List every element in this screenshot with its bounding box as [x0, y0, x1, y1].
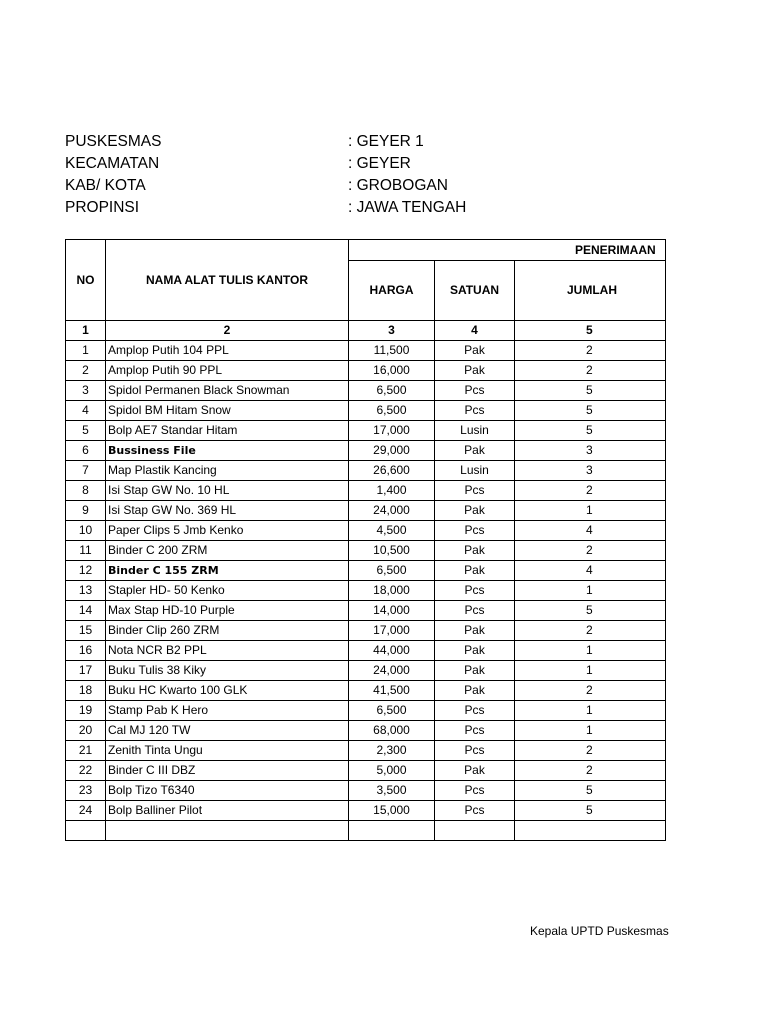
table-row	[66, 681, 666, 701]
row-harga: 17,000	[349, 621, 435, 641]
table-row	[66, 541, 666, 561]
column-number: 2	[106, 321, 349, 341]
table-row	[66, 741, 666, 761]
row-no: 14	[66, 601, 106, 621]
header-value-kab-kota: : GROBOGAN	[348, 177, 448, 194]
row-satuan: Pcs	[435, 721, 515, 741]
row-jumlah: 1	[515, 721, 666, 741]
table-row	[66, 521, 666, 541]
row-jumlah: 2	[515, 761, 666, 781]
row-harga: 14,000	[349, 601, 435, 621]
row-harga: 17,000	[349, 421, 435, 441]
row-satuan: Pcs	[435, 581, 515, 601]
row-item-name: Isi Stap GW No. 369 HL	[106, 501, 349, 521]
empty-cell	[515, 821, 666, 841]
table-row	[66, 481, 666, 501]
row-harga: 44,000	[349, 641, 435, 661]
row-no: 20	[66, 721, 106, 741]
row-no: 2	[66, 361, 106, 381]
column-number: 4	[435, 321, 515, 341]
row-satuan: Lusin	[435, 421, 515, 441]
row-item-name: Buku HC Kwarto 100 GLK	[106, 681, 349, 701]
row-no: 3	[66, 381, 106, 401]
empty-cell	[435, 821, 515, 841]
table-row	[66, 381, 666, 401]
row-no: 11	[66, 541, 106, 561]
row-harga: 3,500	[349, 781, 435, 801]
header-label-propinsi: PROPINSI	[65, 199, 140, 216]
row-harga: 10,500	[349, 541, 435, 561]
header-label-kab-kota: KAB/ KOTA	[65, 177, 146, 194]
row-item-name: Paper Clips 5 Jmb Kenko	[106, 521, 349, 541]
row-no: 13	[66, 581, 106, 601]
row-harga: 24,000	[349, 661, 435, 681]
table-row	[66, 661, 666, 681]
row-satuan: Pcs	[435, 381, 515, 401]
table-row	[66, 761, 666, 781]
row-item-name: Amplop Putih 90 PPL	[106, 361, 349, 381]
row-satuan: Pcs	[435, 401, 515, 421]
row-satuan: Pak	[435, 621, 515, 641]
col-header-no: NO	[66, 240, 106, 321]
table-row	[66, 361, 666, 381]
row-item-name: Binder Clip 260 ZRM	[106, 621, 349, 641]
row-satuan: Pcs	[435, 701, 515, 721]
col-header-nama: NAMA ALAT TULIS KANTOR	[106, 240, 349, 321]
row-jumlah: 5	[515, 601, 666, 621]
header-value-kecamatan: : GEYER	[348, 155, 411, 172]
row-harga: 68,000	[349, 721, 435, 741]
row-harga: 4,500	[349, 521, 435, 541]
column-number-row	[66, 321, 666, 341]
row-harga: 11,500	[349, 341, 435, 361]
row-no: 8	[66, 481, 106, 501]
row-satuan: Lusin	[435, 461, 515, 481]
row-jumlah: 5	[515, 421, 666, 441]
row-no: 19	[66, 701, 106, 721]
row-harga: 24,000	[349, 501, 435, 521]
row-harga: 6,500	[349, 401, 435, 421]
row-no: 12	[66, 561, 106, 581]
table-row	[66, 621, 666, 641]
row-item-name: Amplop Putih 104 PPL	[106, 341, 349, 361]
row-item-name: Spidol BM Hitam Snow	[106, 401, 349, 421]
row-item-name: Max Stap HD-10 Purple	[106, 601, 349, 621]
row-no: 16	[66, 641, 106, 661]
row-item-name: Binder C III DBZ	[106, 761, 349, 781]
row-item-name: Isi Stap GW No. 10 HL	[106, 481, 349, 501]
row-jumlah: 1	[515, 661, 666, 681]
table-row	[66, 721, 666, 741]
row-jumlah: 1	[515, 501, 666, 521]
row-item-name: Stapler HD- 50 Kenko	[106, 581, 349, 601]
row-jumlah: 2	[515, 361, 666, 381]
row-satuan: Pcs	[435, 481, 515, 501]
row-item-name: Bussiness File	[106, 441, 349, 461]
row-item-name: Cal MJ 120 TW	[106, 721, 349, 741]
header-label-kecamatan: KECAMATAN	[65, 155, 160, 172]
row-item-name: Zenith Tinta Ungu	[106, 741, 349, 761]
row-no: 7	[66, 461, 106, 481]
col-header-harga: HARGA	[349, 261, 435, 321]
row-no: 6	[66, 441, 106, 461]
row-no: 17	[66, 661, 106, 681]
row-satuan: Pcs	[435, 521, 515, 541]
table-head	[66, 240, 666, 341]
table-row	[66, 401, 666, 421]
row-no: 24	[66, 801, 106, 821]
signature-label: Kepala UPTD Puskesmas	[530, 924, 669, 938]
row-no: 15	[66, 621, 106, 641]
row-jumlah: 5	[515, 401, 666, 421]
header-value-propinsi: : JAWA TENGAH	[348, 199, 467, 216]
row-satuan: Pak	[435, 761, 515, 781]
row-harga: 29,000	[349, 441, 435, 461]
row-no: 4	[66, 401, 106, 421]
row-jumlah: 1	[515, 581, 666, 601]
table-row	[66, 461, 666, 481]
empty-cell	[106, 821, 349, 841]
row-harga: 1,400	[349, 481, 435, 501]
row-harga: 41,500	[349, 681, 435, 701]
table-row	[66, 701, 666, 721]
row-harga: 6,500	[349, 701, 435, 721]
col-header-satuan: SATUAN	[435, 261, 515, 321]
row-satuan: Pcs	[435, 741, 515, 761]
row-jumlah: 3	[515, 441, 666, 461]
column-number: 5	[515, 321, 666, 341]
row-jumlah: 2	[515, 621, 666, 641]
row-harga: 18,000	[349, 581, 435, 601]
table-row-empty	[66, 821, 666, 841]
row-no: 23	[66, 781, 106, 801]
row-no: 1	[66, 341, 106, 361]
row-item-name: Bolp AE7 Standar Hitam	[106, 421, 349, 441]
table-row	[66, 801, 666, 821]
row-harga: 15,000	[349, 801, 435, 821]
row-harga: 2,300	[349, 741, 435, 761]
row-jumlah: 2	[515, 541, 666, 561]
row-satuan: Pak	[435, 541, 515, 561]
empty-cell	[66, 821, 106, 841]
row-satuan: Pak	[435, 641, 515, 661]
inventory-table-viewport	[65, 239, 656, 843]
row-item-name: Binder C 155 ZRM	[106, 561, 349, 581]
row-satuan: Pcs	[435, 601, 515, 621]
row-no: 10	[66, 521, 106, 541]
row-satuan: Pak	[435, 441, 515, 461]
row-no: 18	[66, 681, 106, 701]
row-jumlah: 4	[515, 521, 666, 541]
row-satuan: Pak	[435, 661, 515, 681]
row-jumlah: 1	[515, 701, 666, 721]
column-number: 3	[349, 321, 435, 341]
row-no: 9	[66, 501, 106, 521]
row-item-name: Stamp Pab K Hero	[106, 701, 349, 721]
row-jumlah: 5	[515, 801, 666, 821]
column-number: 1	[66, 321, 106, 341]
row-satuan: Pak	[435, 501, 515, 521]
row-jumlah: 3	[515, 461, 666, 481]
row-no: 21	[66, 741, 106, 761]
table-row	[66, 781, 666, 801]
row-item-name: Binder C 200 ZRM	[106, 541, 349, 561]
row-item-name: Map Plastik Kancing	[106, 461, 349, 481]
row-satuan: Pcs	[435, 781, 515, 801]
table-row	[66, 341, 666, 361]
row-jumlah: 1	[515, 641, 666, 661]
row-harga: 26,600	[349, 461, 435, 481]
row-harga: 5,000	[349, 761, 435, 781]
row-satuan: Pak	[435, 341, 515, 361]
col-header-jumlah: JUMLAH	[515, 261, 666, 321]
table-row	[66, 641, 666, 661]
table-row	[66, 421, 666, 441]
row-jumlah: 5	[515, 781, 666, 801]
row-item-name: Nota NCR B2 PPL	[106, 641, 349, 661]
row-jumlah: 2	[515, 341, 666, 361]
header-value-puskesmas: : GEYER 1	[348, 133, 424, 150]
table-row	[66, 581, 666, 601]
row-satuan: Pak	[435, 561, 515, 581]
table-row	[66, 441, 666, 461]
inventory-table	[65, 239, 666, 841]
row-item-name: Buku Tulis 38 Kiky	[106, 661, 349, 681]
row-satuan: Pak	[435, 361, 515, 381]
row-item-name: Bolp Balliner Pilot	[106, 801, 349, 821]
row-item-name: Spidol Permanen Black Snowman	[106, 381, 349, 401]
row-harga: 6,500	[349, 561, 435, 581]
row-jumlah: 2	[515, 741, 666, 761]
row-jumlah: 5	[515, 381, 666, 401]
row-jumlah: 2	[515, 481, 666, 501]
table-body	[66, 341, 666, 841]
row-jumlah: 2	[515, 681, 666, 701]
row-harga: 6,500	[349, 381, 435, 401]
table-row	[66, 601, 666, 621]
table-row	[66, 501, 666, 521]
row-jumlah: 4	[515, 561, 666, 581]
row-item-name: Bolp Tizo T6340	[106, 781, 349, 801]
header-label-puskesmas: PUSKESMAS	[65, 133, 162, 150]
row-no: 5	[66, 421, 106, 441]
table-row	[66, 561, 666, 581]
row-no: 22	[66, 761, 106, 781]
row-satuan: Pcs	[435, 801, 515, 821]
row-satuan: Pak	[435, 681, 515, 701]
col-group-penerimaan: PENERIMAAN	[349, 240, 666, 261]
row-harga: 16,000	[349, 361, 435, 381]
empty-cell	[349, 821, 435, 841]
